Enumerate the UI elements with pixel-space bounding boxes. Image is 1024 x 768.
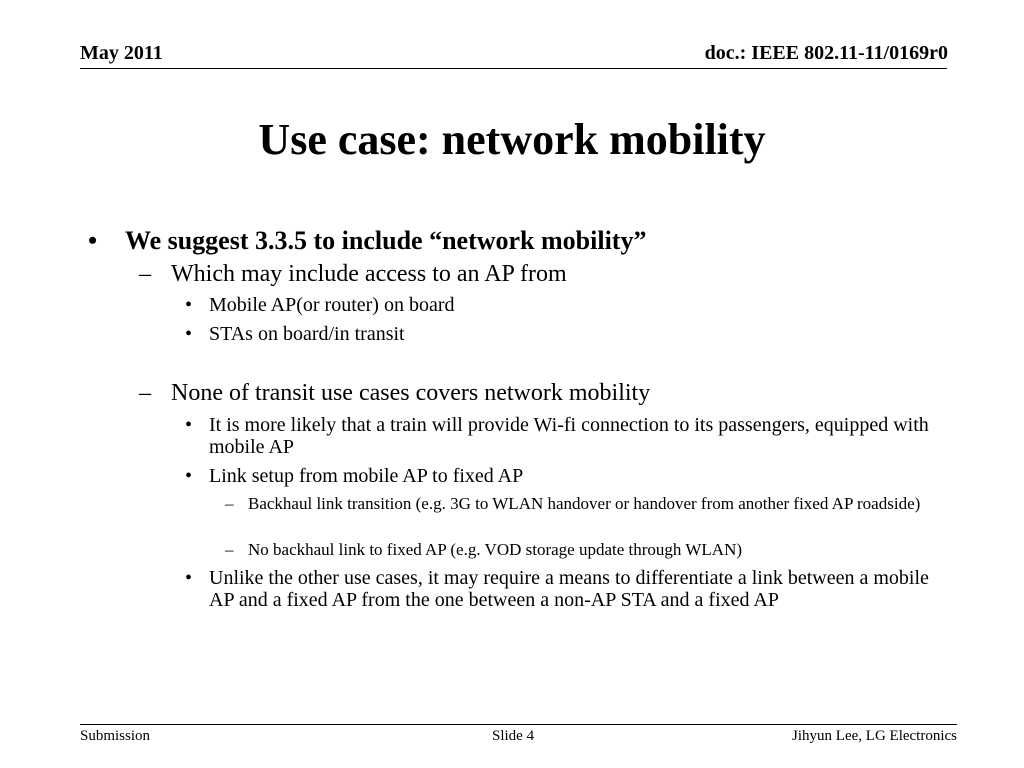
- slide-title: Use case: network mobility: [258, 115, 766, 164]
- footer-author: Jihyun Lee, LG Electronics: [792, 728, 957, 744]
- item-stas: STAs on board/in transit: [209, 323, 405, 345]
- header-date: May 2011: [80, 42, 163, 64]
- item-train-wifi: It is more likely that a train will provide Wi-fi connection to its passengers, equipped with mobile AP: [209, 414, 929, 458]
- header-doc-id: doc.: IEEE 802.11-11/0169r0: [704, 42, 948, 64]
- item-backhaul-transition: Backhaul link transition (e.g. 3G to WLAN handover or handover from another fixed AP roadside): [248, 494, 921, 513]
- bullet-marker: •: [185, 465, 193, 487]
- header-rule: [80, 68, 947, 69]
- dash-marker: –: [225, 494, 234, 513]
- bullet-marker: •: [88, 226, 98, 255]
- bullet-marker: •: [185, 414, 193, 436]
- bullet-marker: •: [185, 294, 193, 316]
- item-no-backhaul: No backhaul link to fixed AP (e.g. VOD storage update through WLAN): [248, 540, 743, 559]
- sub-bullet-transit: None of transit use cases covers network mobility: [171, 380, 651, 406]
- footer-slide-number: Slide 4: [492, 728, 535, 744]
- bullet-marker: •: [185, 567, 193, 589]
- item-mobile-ap: Mobile AP(or router) on board: [209, 294, 455, 316]
- footer-rule: [80, 724, 957, 725]
- dash-marker: –: [225, 540, 234, 559]
- bullet-main-suggestion: We suggest 3.3.5 to include “network mobility”: [125, 226, 647, 255]
- dash-marker: –: [139, 261, 151, 287]
- item-differentiate-link: Unlike the other use cases, it may require a means to differentiate a link between a mobile AP and a fixed AP from the one between a non-AP STA and a fixed AP: [209, 567, 929, 611]
- bullet-marker: •: [185, 323, 193, 345]
- sub-bullet-access: Which may include access to an AP from: [171, 261, 567, 287]
- dash-marker: –: [139, 380, 151, 406]
- item-link-setup: Link setup from mobile AP to fixed AP: [209, 465, 524, 487]
- footer-submission: Submission: [80, 728, 151, 744]
